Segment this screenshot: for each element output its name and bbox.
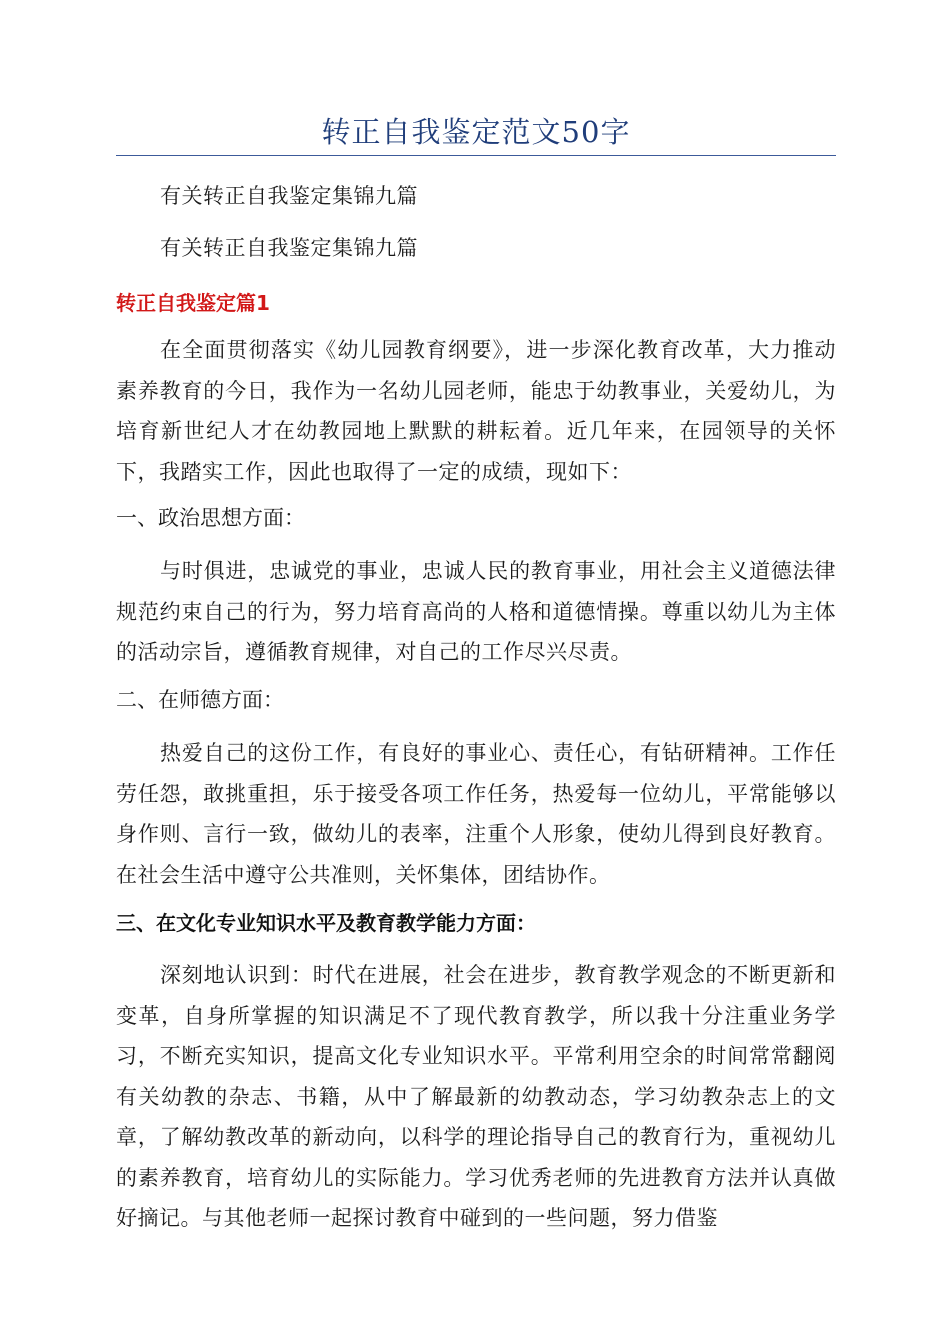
intro-paragraph: 在全面贯彻落实《幼儿园教育纲要》，进一步深化教育改革，大力推动素养教育的今日，我作为一名幼儿园老师，能忠于幼教事业，关爱幼儿，为培育新世纪人才在幼教园地上默默的耕耘着。近几年来，在园领导的关怀下，我踏实工作，因此也取得了一定的成绩，现如下： bbox=[116, 338, 836, 484]
paragraph-politics: 与时俱进，忠诚党的事业，忠诚人民的教育事业，用社会主义道德法律规范约束自己的行为，努力培育高尚的人格和道德情操。尊重以幼儿为主体的活动宗旨，遵循教育规律，对自己的工作尽兴尽责。 bbox=[116, 559, 836, 664]
heading-ethics: 二、在师德方面： bbox=[116, 688, 284, 712]
subtitle-line-2: 有关转正自我鉴定集锦九篇 bbox=[160, 236, 418, 260]
section-heading-1: 转正自我鉴定篇1 bbox=[116, 291, 270, 315]
heading-politics: 一、政治思想方面： bbox=[116, 506, 305, 530]
heading-culture: 三、在文化专业知识水平及教育教学能力方面： bbox=[116, 911, 536, 935]
subtitle-line-1: 有关转正自我鉴定集锦九篇 bbox=[160, 184, 418, 208]
document-title: 转正自我鉴定范文50字 bbox=[321, 115, 631, 149]
paragraph-culture: 深刻地认识到：时代在进展，社会在进步，教育教学观念的不断更新和变革，自身所掌握的知识满足不了现代教育教学，所以我十分注重业务学习，不断充实知识，提高文化专业知识水平。平常利用空余的时间常常翻阅有关幼教的杂志、书籍，从中了解最新的幼教动态，学习幼教杂志上的文章，了解幼教改革的新动向，以科学的理论指导自己的教育行为，重视幼儿的素养教育，培育幼儿的实际能力。学习优秀老师的先进教育方法并认真做好摘记。与其他老师一起探讨教育中碰到的一些问题，努力借鉴 bbox=[116, 963, 836, 1230]
paragraph-ethics: 热爱自己的这份工作，有良好的事业心、责任心，有钻研精神。工作任劳任怨，敢挑重担，乐于接受各项工作任务，热爱每一位幼儿，平常能够以身作则、言行一致，做幼儿的表率，注重个人形象，使幼儿得到良好教育。在社会生活中遵守公共准则，关怀集体，团结协作。 bbox=[116, 741, 836, 887]
title-underline bbox=[116, 155, 836, 156]
